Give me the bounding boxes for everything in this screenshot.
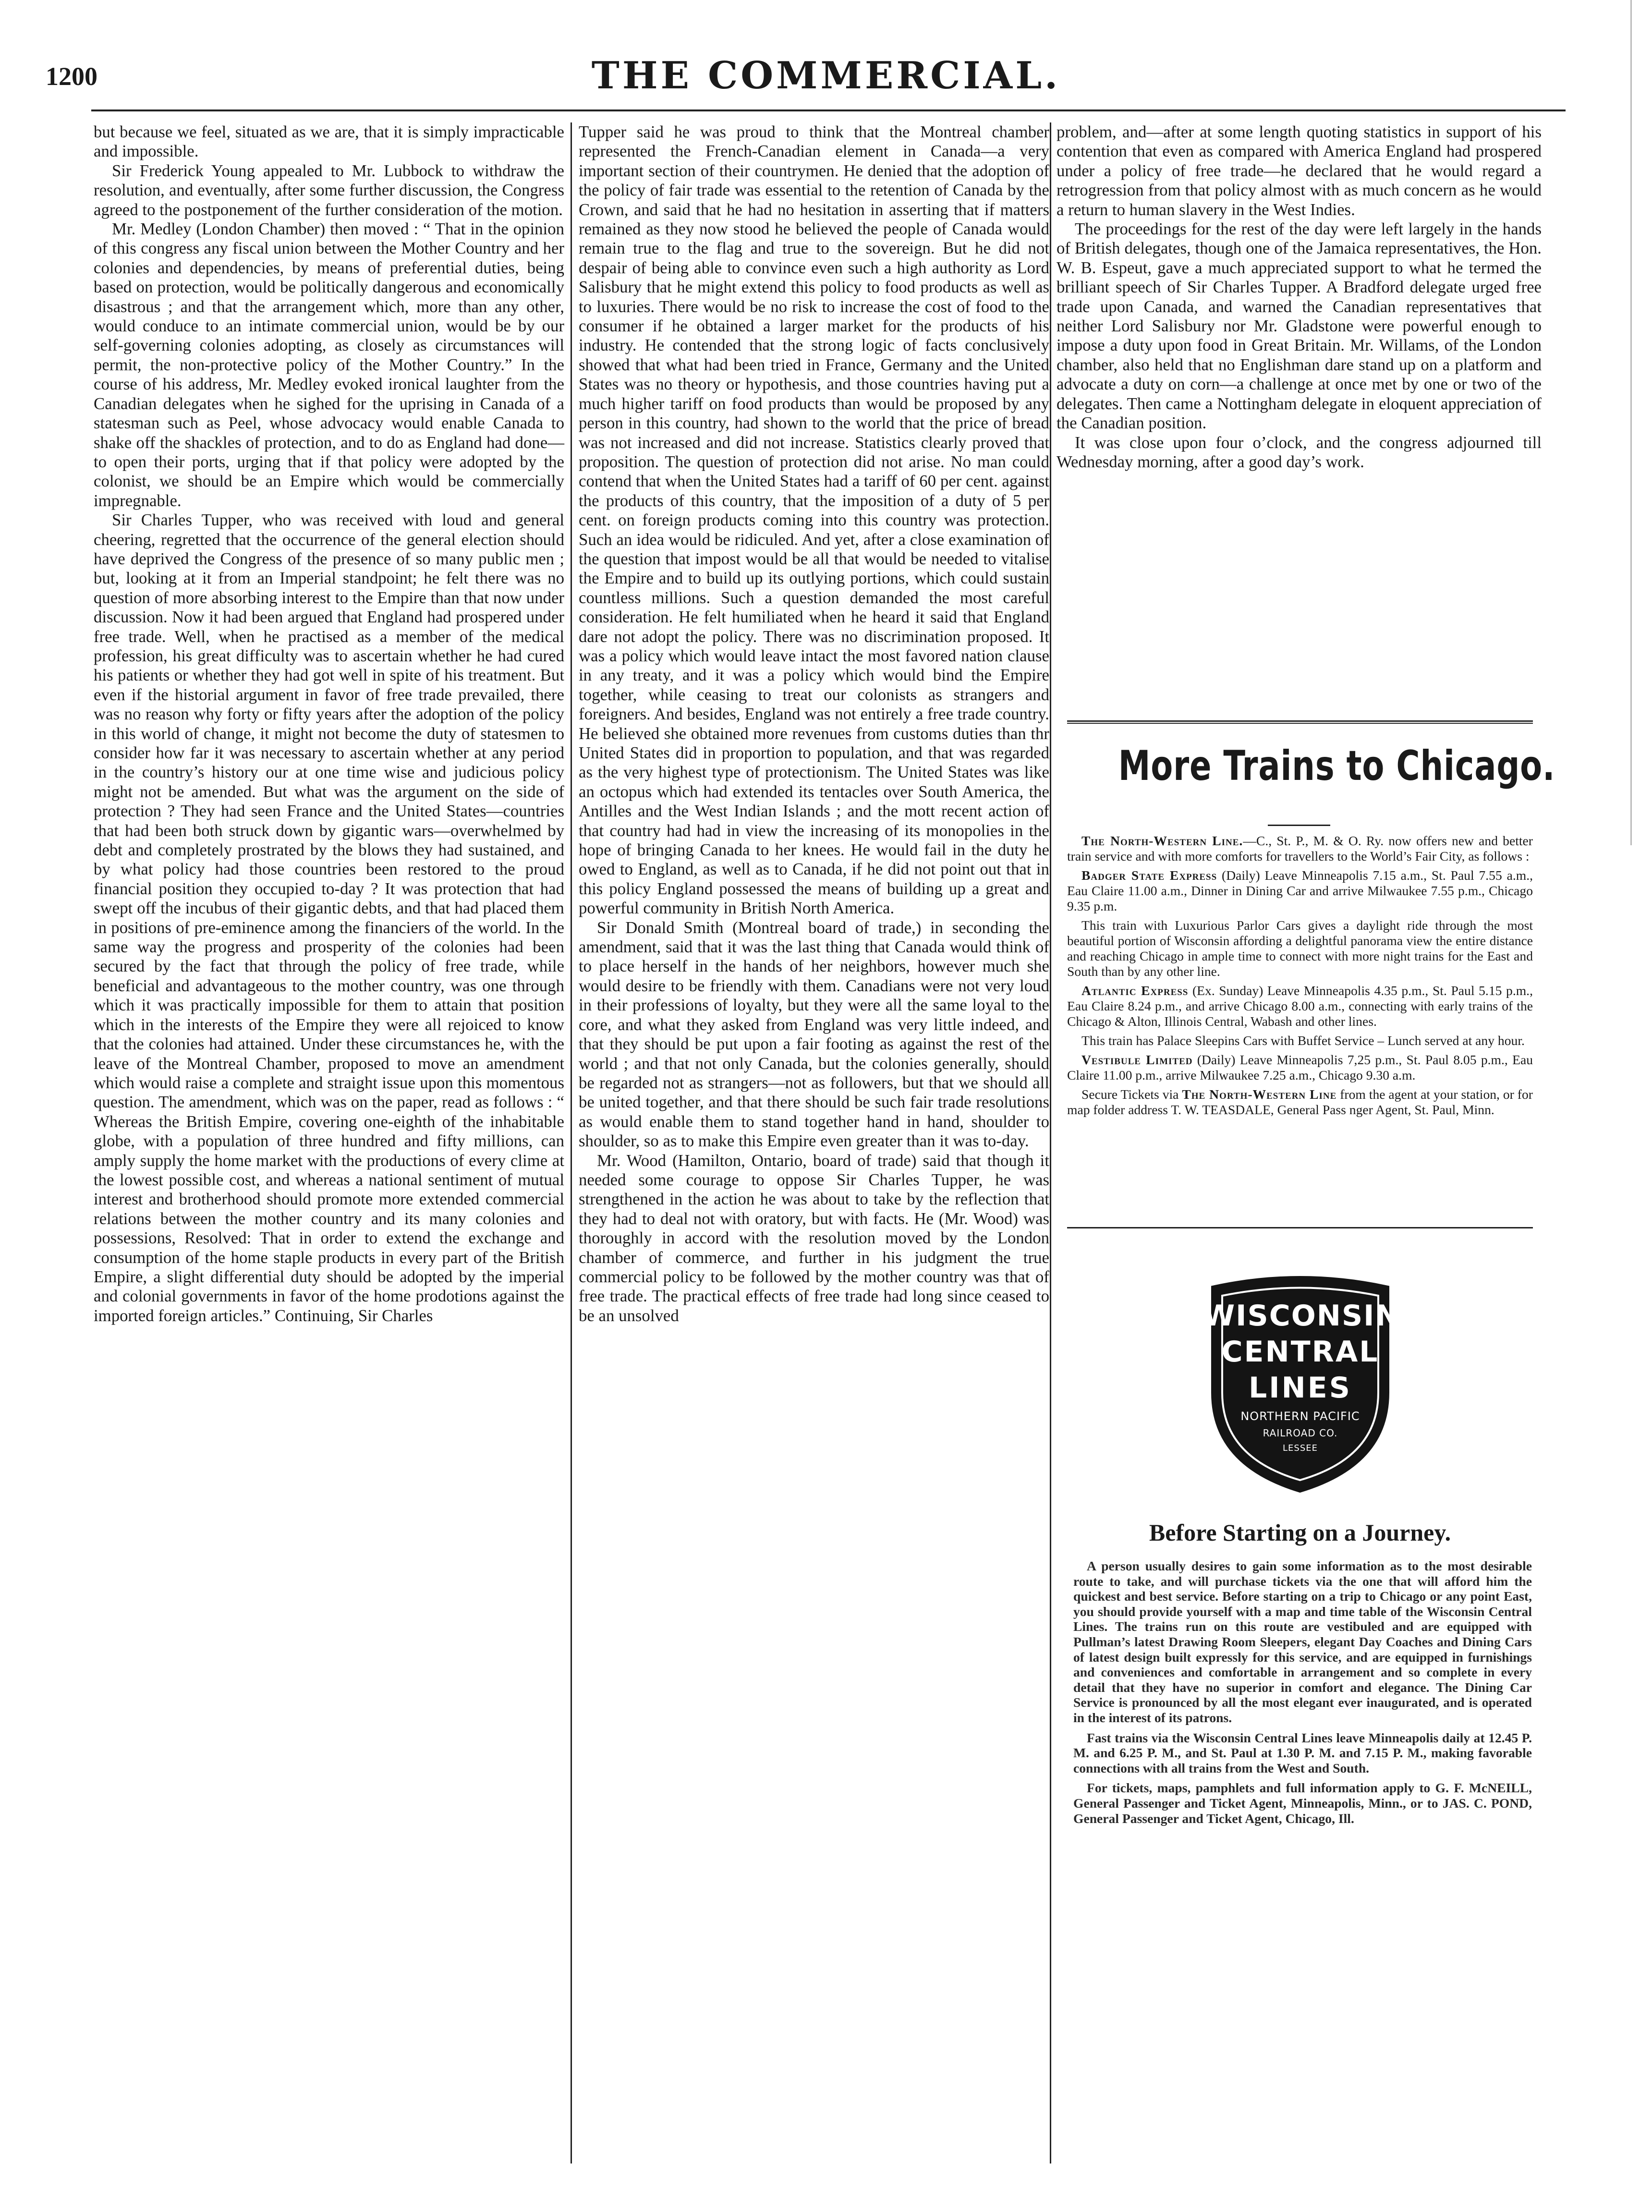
masthead: THE COMMERCIAL.: [591, 54, 1061, 97]
logo-text: NORTHERN PACIFIC: [1240, 1410, 1360, 1423]
logo-text: LESSEE: [1283, 1443, 1318, 1453]
train-name: Atlantic Express: [1081, 983, 1189, 998]
logo-text: LINES: [1249, 1371, 1352, 1405]
train-name: Vestibule Limited: [1081, 1052, 1193, 1067]
article-paragraph: Sir Donald Smith (Montreal board of trade,) in seconding the amendment, said that it was the last thing that Canada would think of to place herself in the hands of her neighbors, however much she would desire to be friendly with them. Canadians were not very loud in their professions of loyalty, but they were all the same loyal to the core, and what they asked from England was very little indeed, and that they should be put upon a fair footing as against the rest of the world ; and that not only Canada, but the colonies generally, should be regarded not as strangers—not as followers, but that we should all be united together, and that there should be such fair trade resolutions as would enable them to stand together hand in hand, shoulder to shoulder, so as to make this Empire even greater than it was to-day.: [579, 918, 1049, 1151]
column-divider: [571, 122, 572, 2163]
ad-headline: More Trains to Chicago.: [1118, 742, 1555, 790]
ad-chicago-body: [1067, 833, 1533, 1121]
article-column-2: [579, 122, 1049, 1325]
ad-text: For tickets, maps, pamphlets and full information apply to G. F. McNEILL, General Passenger and Ticket Agent, Minneapolis, Minn., or to JAS. C. POND, General Passenger and Ticket Agent, Chicago, Ill.: [1073, 1780, 1532, 1826]
ad-text: This train has Palace Sleepins Cars with Buffet Service – Lunch served at any hour.: [1081, 1033, 1525, 1048]
ad-top-rule: [1067, 720, 1533, 722]
ad-text: A person usually desires to gain some information as to the most desirable route to take, and will purchase tickets via the one that will afford him the quickest and best service. Before starting on a trip to Chicago or any point East, you should provide yourself with a map and time table of the Wisconsin Central Lines. The trains run on this route are vestibuled and are equipped with Pullman’s latest Drawing Room Sleepers, elegant Day Coaches and Dining Cars of latest design built expressly for this service, and are equipped in furnishings and conveniences and comfortable in arrangement and so complete in every detail that they have no superior in comfort and elegance. The Dining Car Service is pronounced by all the most elegant ever inaugurated, and is operated in the interest of its patrons.: [1073, 1558, 1532, 1725]
article-paragraph: Tupper said he was proud to think that the Montreal chamber represented the French-Canadian element in Canada—a very important section of their countrymen. He denied that the adoption of the policy of fair trade was essential to the retention of Canada by the Crown, and said that he had no hesitation in asserting that if matters remained as they now stood he believed the people of Canada would remain true to the flag and true to the sovereign. But he did not despair of being able to convince even such a high authority as Lord Salisbury that he might extend this policy to food products as well as to luxuries. There would be no risk to increase the cost of food to the consumer if he obtained a larger market for the products of his industry. He contended that the strong logic of facts conclusively showed that what had been tried in France, Germany and the United States was no theory or hypothesis, and those countries having put a much higher tariff on food products than would be proposed by any person in this country, had shown to the world that the price of bread was not increased and did not increase. Statistics clearly proved that proposition. The question of protection did not arise. No man could contend that when the United States had a tariff of 60 per cent. against the products of this country, that the imposition of a duty of 5 per cent. on foreign products coming into this country was protection. Such an idea would be ridiculed. And yet, after a close examination of the question that impost would be all that would be needed to vitalise the Empire and to build up its outlying portions, which could sustain countless millions. Such a question demanded the most careful consideration. He felt humiliated when he heard it said that England dare not adopt the policy. There was no discrimination proposed. It was a policy which would leave intact the most favored nation clause in any treaty, and it was a policy which would bind the Empire together, while ceasing to treat our colonists as strangers and foreigners. And besides, England was not entirely a free trade country. He believed she obtained more revenues from customs duties than thr United States did in proportion to population, and that was regarded as the very highest type of protectionism. The United States was like an octopus which had extended its tentacles over South America, the Antilles and the West Indian Islands ; and the mott recent action of that country had had in view the increasing of its monopolies in the hope of bringing Canada to her knees. He would fail in the duty he owed to England, as well as to Canada, if he did not point out that in this policy England possessed the means of building up a great and powerful community in British North America.: [579, 122, 1049, 918]
ad-top-rule: [1067, 723, 1533, 724]
ad-text: (Daily) Leave Minneapolis 7.15 a.m., St. Paul 7.55 a.m., Eau Claire 11.00 a.m., Dinner in Dining Car and arrive Milwaukee 7.55 p.m., Chicago 9.35 p.m.: [1067, 868, 1533, 913]
article-paragraph: Mr. Wood (Hamilton, Ontario, board of trade) said that though it needed some courage to oppose Sir Charles Tupper, he was strengthened in the action he was about to take by the reflection that they had to deal not with oratory, but with facts. He (Mr. Wood) was thoroughly in accord with the resolution moved by the London chamber of commerce, and further in his judgment the true commercial policy to be followed by the mother country was that of free trade. The practical effects of free trade had long since ceased to be an unsolved: [579, 1151, 1049, 1325]
article-paragraph: Sir Charles Tupper, who was received with loud and general cheering, regretted that the occurrence of the general election should have deprived the Congress of the presence of so many public men ; but, looking at it from an Imperial standpoint; he felt there was no question of more absorbing interest to the Empire than that now under discussion. Now it had been argued that England had prospered under free trade. Well, when he practised as a member of the medical profession, his great difficulty was to ascertain whether he had cured his patients or whether they had got well in spite of his treatment. But even if the historial argument in favor of free trade prevailed, there was no reason why forty or fifty years after the adoption of the policy in this world of change, it might not become the duty of statesmen to consider how far it was necessary to ascertain whether at any period in the country’s history our at one time wise and judicious policy might not be amended. But what was the argument on the side of protection ? They had seen France and the United States—countries that had been both struck down by gigantic wars—overwhelmed by debt and completely prostrated by the blows they had sustained, and by what policy had those countries been restored to the proud financial position they occupied to-day ? It was protection that had swept off the incubus of their gigantic debts, and that had placed them in positions of pre-eminence among the financiers of the world. In the same way the progress and prosperity of the colonies had been secured by the fact that through the policy of free trade, while beneficial and advantageous to the mother country, was one through which it was practically impossible for them to attain that position which in the interests of the Empire they were all rejoiced to know that the colonies had attained. Under these circumstances he, with the leave of the Montreal Chamber, proposed to move an amendment which would raise a complete and straight issue upon this momentous question. The amendment, which was on the paper, read as follows : “ Whereas the British Empire, covering one-eighth of the inhabitable globe, with a population of three hundred and fifty millions, can amply supply the home market with the productions of every clime at the lowest possible cost, and whereas a national sentiment of mutual interest and brotherhood should promote more extended commercial relations between the mother country and its many colonies and possessions, Resolved: That in order to extend the exchange and consumption of the home staple products in every part of the British Empire, a slight differential duty should be adopted by the imperial and colonial governments in favor of the home prodotions against the imported foreign articles.” Continuing, Sir Charles: [94, 510, 564, 1325]
ad-small-rule: [1268, 825, 1330, 826]
article-paragraph: but because we feel, situated as we are, that it is simply impracticable and impossible.: [94, 122, 564, 161]
ad-text: —C., St. P., M. & O. Ry. now offers new and better train service and with more comforts for travellers to the World’s Fair City, as follows :: [1067, 833, 1533, 863]
ad-wisconsin-body: [1073, 1558, 1532, 1831]
ad-text: (Ex. Sunday) Leave Minneapolis 4.35 p.m., St. Paul 5.15 p.m., Eau Claire 8.24 p.m., and arrive Chicago 8.00 a.m., connecting with early trains of the Chicago & Alton, Illinois Central, Wabash and other lines.: [1067, 983, 1533, 1029]
ad-subheading: Before Starting on a Journey.: [1149, 1519, 1451, 1546]
column-divider: [1050, 122, 1051, 2163]
page-edge-mark: [1630, 0, 1635, 845]
article-paragraph: Mr. Medley (London Chamber) then moved : “ That in the opinion of this congress any fiscal union between the Mother Country and her colonies and dependencies, by means of preferential duties, being based on protection, would be politically dangerous and economically disastrous ; and that the arrangement which, more than any other, would conduce to an intimate commercial union, would be by our self-governing colonies adopting, as closely as circumstances will permit, the non-protective policy of the Mother Country.” In the course of his address, Mr. Medley evoked ironical laughter from the Canadian delegates when he sighed for the uprising in Canada of a statesman such as Peel, whose advocacy would enable Canada to shake off the shackles of protection, and to do as England had done—to open their ports, urging that if that policy were adopted by the colonist, we should be an Empire which would be commercially impregnable.: [94, 219, 564, 510]
ad-text: This train with Luxurious Parlor Cars gives a daylight ride through the most beautiful portion of Wisconsin affording a delightful panorama view the entire distance and reaching Chicago in ample time to connect with more night trains for the East and South than by any other line.: [1067, 918, 1533, 979]
masthead-rule: [91, 109, 1566, 111]
page-number: 1200: [46, 62, 97, 91]
ad-text: (Daily) Leave Minneapolis 7,25 p.m., St. Paul 8.05 p.m., Eau Claire 11.00 p.m., arrive Milwaukee 7.25 a.m., Chicago 9.30 a.m.: [1067, 1052, 1533, 1082]
article-column-1: [94, 122, 564, 1325]
ad-line-name: The North-Western Line.: [1081, 833, 1243, 848]
article-column-3: [1057, 122, 1542, 472]
ad-text: Fast trains via the Wisconsin Central Lines leave Minneapolis daily at 12.45 P. M. and 6.25 P. M., and St. Paul at 1.30 P. M. and 7.15 P. M., making favorable connections with all trains from the West and South.: [1073, 1730, 1532, 1775]
logo-text: CENTRAL: [1221, 1335, 1379, 1369]
train-name: Badger State Express: [1081, 868, 1217, 883]
ad-line-name: The North-Western Line: [1182, 1087, 1337, 1102]
logo-text: WISCONSIN: [1203, 1299, 1400, 1333]
article-paragraph: It was close upon four o’clock, and the congress adjourned till Wednesday morning, after a good day’s work.: [1057, 433, 1542, 471]
ad-text: from the agent at your station, or for map folder address T. W. TEASDALE, General Pass nger Agent, St. Paul, Minn.: [1067, 1087, 1533, 1117]
article-paragraph: problem, and—after at some length quoting statistics in support of his contention that even as compared with America England had prospered under a policy of free trade—he declared that he would regard a retrogression from that policy almost with as much concern as he would a return to human slavery in the West Indies.: [1057, 122, 1542, 219]
ad-bottom-rule: [1067, 1227, 1533, 1228]
ad-text: Secure Tickets via: [1081, 1087, 1182, 1102]
article-paragraph: Sir Frederick Young appealed to Mr. Lubbock to withdraw the resolution, and eventually, after some further discussion, the Congress agreed to the postponement of the further consideration of the motion.: [94, 161, 564, 219]
article-paragraph: The proceedings for the rest of the day were left largely in the hands of British delegates, though one of the Jamaica representatives, the Hon. W. B. Espeut, gave a much appreciated support to what he termed the brilliant speech of Sir Charles Tupper. A Bradford delegate urged free trade upon Canada, and warned the Canadian representatives that neither Lord Salisbury nor Mr. Gladstone were powerful enough to impose a duty upon food in Great Britain. Mr. Willams, of the London chamber, also held that no Englishman dare stand up on a platform and advocate a duty on corn—a challenge at once met by one or two of the delegates. Then came a Nottingham delegate in eloquent appreciation of the Canadian position.: [1057, 219, 1542, 433]
logo-text: RAILROAD CO.: [1263, 1427, 1338, 1439]
